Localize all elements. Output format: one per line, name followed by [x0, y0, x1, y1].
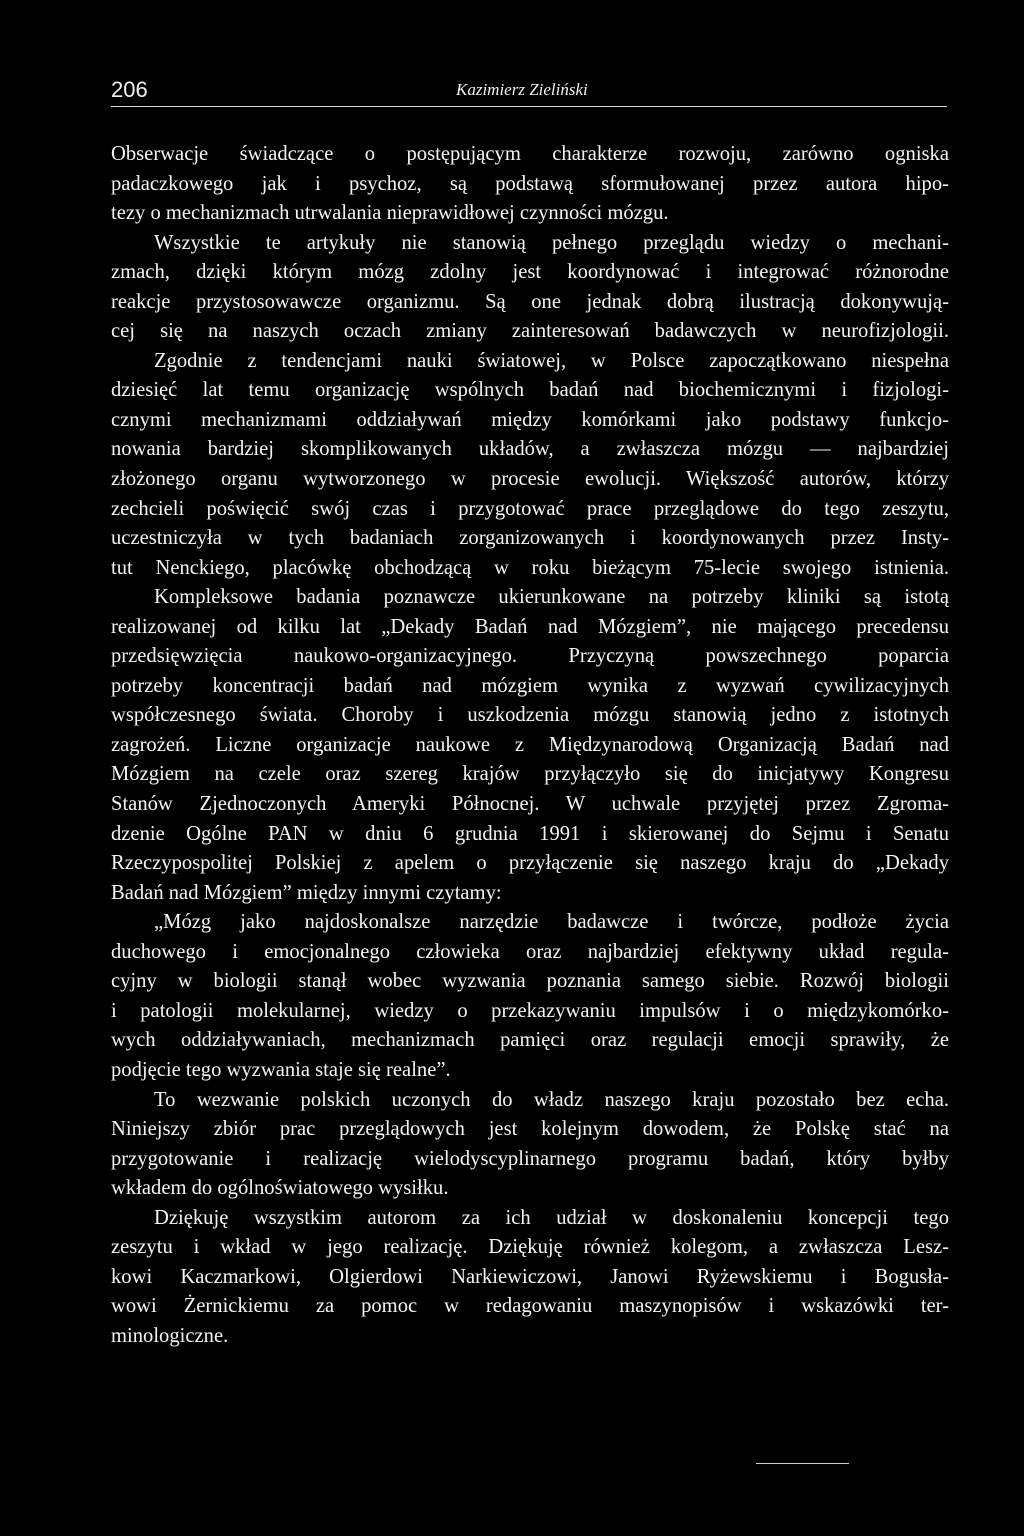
text-line: Stanów Zjednoczonych Ameryki Północnej. W uchwale przyjętej przez Zgroma- [111, 793, 949, 816]
header-rule [111, 106, 947, 107]
text-line: kowi Kaczmarkowi, Olgierdowi Narkiewiczowi, Janowi Ryżewskiemu i Bogusła- [111, 1265, 949, 1288]
quote-line: duchowego i emocjonalnego człowieka oraz najbardziej efektywny układ regula- [111, 940, 949, 963]
page-number: 206 [111, 77, 148, 102]
quote-line: podjęcie tego wyzwania staje się realne”. [111, 1058, 451, 1081]
text-line: cznymi mechanizmami oddziaływań między komórkami jako podstawy funkcjo- [111, 408, 949, 431]
footer-rule [756, 1463, 849, 1464]
body-text [111, 140, 949, 1351]
text-line: cej się na naszych oczach zmiany zainteresowań badawczych w neurofizjologii. [111, 320, 949, 343]
text-line: Badań nad Mózgiem” między innymi czytamy: [111, 881, 502, 904]
text-line: Wszystkie te artykuły nie stanowią pełnego przeglądu wiedzy o mechani- [154, 231, 949, 254]
text-line: Niniejszy zbiór prac przeglądowych jest kolejnym dowodem, że Polskę stać na [111, 1118, 949, 1141]
quote-line: cyjny w biologii stanął wobec wyzwania poznania samego siebie. Rozwój biologii [111, 970, 949, 993]
text-line: padaczkowego jak i psychoz, są podstawą sformułowanej przez autora hipo- [111, 172, 949, 195]
running-head-author: Kazimierz Zieliński [456, 80, 588, 99]
quote-line: wych oddziaływaniach, mechanizmach pamięci oraz regulacji emocji sprawiły, że [111, 1029, 949, 1052]
text-line: Rzeczypospolitej Polskiej z apelem o przyłączenie się naszego kraju do „Dekady [111, 852, 949, 875]
text-line: współczesnego świata. Choroby i uszkodzenia mózgu stanowią jedno z istotnych [111, 704, 949, 727]
text-line: przedsięwzięcia naukowo-organizacyjnego. Przyczyną powszechnego poparcia [111, 645, 949, 668]
text-line: wkładem do ogólnoświatowego wysiłku. [111, 1177, 449, 1200]
text-line: potrzeby koncentracji badań nad mózgiem wynika z wyzwań cywilizacyjnych [111, 674, 949, 697]
text-line: zagrożeń. Liczne organizacje naukowe z Międzynarodową Organizacją Badań nad [111, 733, 949, 756]
text-line: Kompleksowe badania poznawcze ukierunkowane na potrzeby kliniki są istotą [154, 586, 949, 609]
text-line: reakcje przystosowawcze organizmu. Są one jednak dobrą ilustracją dokonywują- [111, 290, 949, 313]
text-line: tut Nenckiego, placówkę obchodzącą w roku bieżącym 75-lecie swojego istnienia. [111, 556, 949, 579]
text-line: Zgodnie z tendencjami nauki światowej, w Polsce zapoczątkowano niespełna [154, 349, 949, 372]
text-line: zmach, dzięki którym mózg zdolny jest koordynować i integrować różnorodne [111, 261, 949, 284]
text-line: zechcieli poświęcić swój czas i przygotować prace przeglądowe do tego zeszytu, [111, 497, 949, 520]
text-line: uczestniczyła w tych badaniach zorganizowanych i koordynowanych przez Insty- [111, 527, 949, 550]
quote-line: „Mózg jako najdoskonalsze narzędzie badawcze i twórcze, podłoże życia [154, 911, 949, 934]
text-line: nowania bardziej skomplikowanych układów, a zwłaszcza mózgu — najbardziej [111, 438, 949, 461]
text-line: zeszytu i wkład w jego realizację. Dziękuję również kolegom, a zwłaszcza Lesz- [111, 1236, 949, 1259]
text-line: przygotowanie i realizację wielodyscyplinarnego programu badań, który byłby [111, 1147, 949, 1170]
text-line: Mózgiem na czele oraz szereg krajów przyłączyło się do inicjatywy Kongresu [111, 763, 949, 786]
text-line: złożonego organu wytworzonego w procesie ewolucji. Większość autorów, którzy [111, 468, 949, 491]
quote-line: i patologii molekularnej, wiedzy o przekazywaniu impulsów i o międzykomórko- [111, 999, 949, 1022]
text-line: To wezwanie polskich uczonych do władz naszego kraju pozostało bez echa. [154, 1088, 949, 1111]
text-line: Obserwacje świadczące o postępującym charakterze rozwoju, zarówno ogniska [111, 143, 949, 165]
text-line: dziesięć lat temu organizację wspólnych badań nad biochemicznymi i fizjologi- [111, 379, 949, 402]
text-line: tezy o mechanizmach utrwalania nieprawidłowej czynności mózgu. [111, 202, 669, 225]
text-line: realizowanej od kilku lat „Dekady Badań nad Mózgiem”, nie mającego precedensu [111, 615, 949, 638]
text-line: dzenie Ogólne PAN w dniu 6 grudnia 1991 i skierowanej do Sejmu i Senatu [111, 822, 949, 845]
text-line: minologiczne. [111, 1324, 229, 1347]
text-line: Dziękuję wszystkim autorom za ich udział w doskonaleniu koncepcji tego [154, 1206, 949, 1229]
text-line: wowi Żernickiemu za pomoc w redagowaniu maszynopisów i wskazówki ter- [111, 1295, 949, 1318]
page-header [111, 78, 947, 108]
